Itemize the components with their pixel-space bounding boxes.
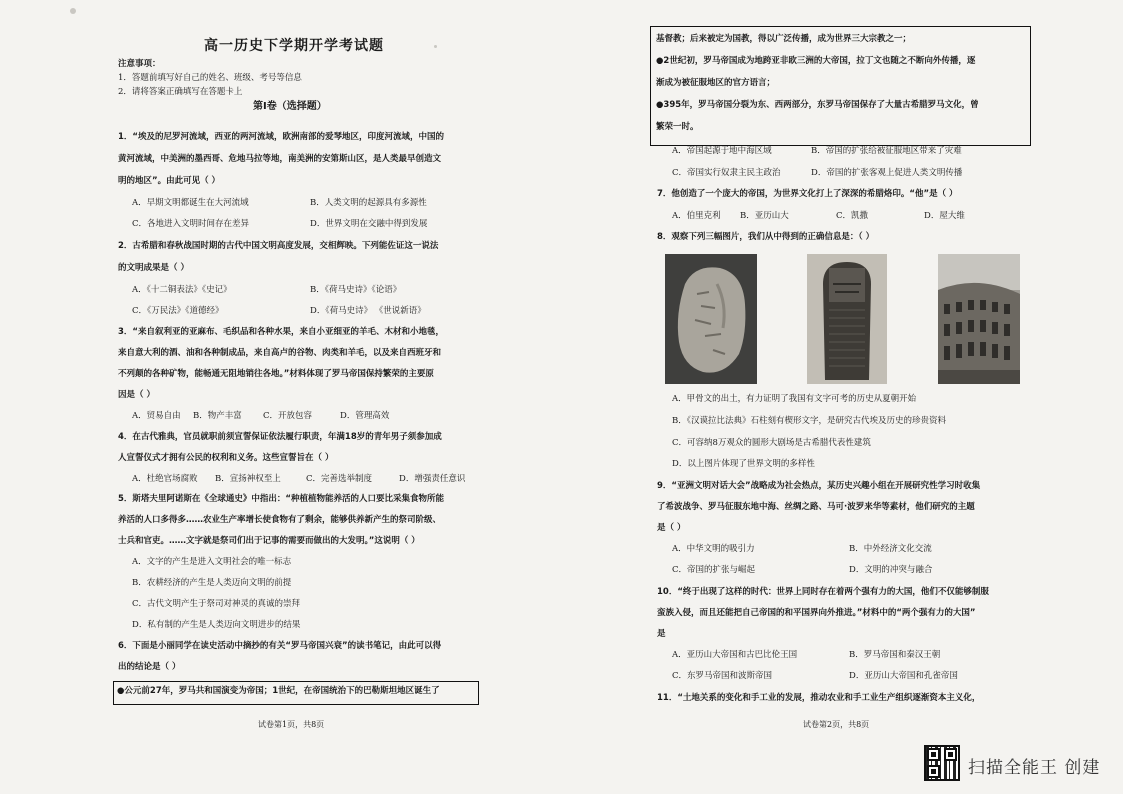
option: B．物产丰富	[193, 411, 242, 421]
question-text: 因是（ ）	[118, 390, 155, 400]
option: B．《汉谟拉比法典》石柱刻有楔形文字，是研究古代埃及历史的珍贵资料	[672, 416, 946, 426]
page-footer: 试卷第2页，共8页	[803, 720, 870, 729]
qr-code-icon	[924, 745, 960, 781]
question-text: 士兵和官吏。……文字就是祭司们出于记事的需要而做出的大发明。”这说明（ ）	[118, 536, 420, 546]
colosseum-photo	[938, 254, 1020, 384]
quote-line: ●395年，罗马帝国分裂为东、西两部分，东罗马帝国保存了大量古希腊罗马文化，曾	[656, 100, 979, 110]
quote-line: 基督教；后来被定为国教，得以广泛传播，成为世界三大宗教之一；	[656, 34, 912, 44]
question-text: 黄河流域，中美洲的墨西哥、危地马拉等地，南美洲的安第斯山区，是人类最早创造文	[118, 154, 442, 164]
question-text: 8．观察下列三幅图片，我们从中得到的正确信息是：（ ）	[657, 232, 875, 242]
question-text: 人宣誓仪式才拥有公民的权利和义务。这些宣誓旨在（ ）	[118, 453, 334, 463]
quote-line: 繁荣一时。	[656, 122, 699, 132]
option: D．屋大维	[924, 211, 965, 221]
question-text: 的文明成果是（ ）	[118, 263, 189, 273]
option: A．《十二铜表法》《史记》	[132, 285, 232, 295]
option: D．帝国的扩张客观上促进人类文明传播	[811, 168, 963, 178]
question-text: 蛮族入侵，而且还能把自己帝国的和平国界向外推进。”材料中的“两个强有力的大国”	[657, 608, 976, 618]
quote-line: 渐成为被征服地区的官方语言；	[656, 78, 776, 88]
question-text: 了希波战争、罗马征服东地中海、丝绸之路、马可·波罗来华等素材，他们研究的主题	[657, 502, 975, 512]
scanner-brand: 扫描全能王 创建	[968, 758, 1101, 778]
option: B．宣扬神权至上	[215, 474, 281, 484]
option: B．《荷马史诗》《论语》	[310, 285, 402, 295]
option: A．甲骨文的出土，有力证明了我国有文字可考的历史从夏朝开始	[672, 394, 917, 404]
option: C．凯撒	[836, 211, 869, 221]
option: A．早期文明都诞生在大河流域	[132, 198, 249, 208]
option: B．人类文明的起源具有多源性	[310, 198, 427, 208]
option: C．东罗马帝国和波斯帝国	[672, 671, 773, 681]
question-text: 7．他创造了一个庞大的帝国，为世界文化打上了深深的希腊烙印。“他”是（ ）	[657, 189, 958, 199]
option: D．文明的冲突与融合	[849, 565, 933, 575]
option: C．各地进入文明时间存在差异	[132, 219, 250, 229]
question-text: 6．下面是小丽同学在读史活动中摘抄的有关“罗马帝国兴衰”的读书笔记，由此可以得	[118, 641, 442, 651]
option: C．可容纳8万观众的圆形大剧场是古希腊代表性建筑	[672, 438, 871, 448]
question-text: 11．“土地关系的变化和手工业的发展，推动农业和手工业生产组织逐渐资本主义化，	[657, 693, 981, 703]
question-text: 4．在古代雅典，官员就职前须宣誓保证依法履行职责，年满18岁的青年男子须参加成	[118, 432, 442, 442]
question-text: 3．“来自叙利亚的亚麻布、毛织品和各种水果，来自小亚细亚的羊毛、木材和小地毯，	[118, 327, 445, 337]
option: D．世界文明在交融中得到发展	[310, 219, 428, 229]
option: C．帝国实行奴隶主民主政治	[672, 168, 781, 178]
question-text: 是	[657, 629, 666, 639]
note-line: 2．请将答案正确填写在答题卡上	[118, 87, 243, 97]
question-text: 是（ ）	[657, 523, 686, 533]
question-text: 养活的人口多得多……农业生产率增长使食物有了剩余，能够供养新产生的祭司阶级、	[118, 515, 442, 525]
option: D．《荷马史诗》 《世说新语》	[310, 306, 426, 316]
exam-title: 高一历史下学期开学考试题	[204, 38, 384, 54]
section-heading: 第Ⅰ卷（选择题）	[253, 101, 327, 112]
question-text: 不列颠的各种矿物，能畅通无阻地销往各地。”材料体现了罗马帝国保持繁荣的主要原	[118, 369, 434, 379]
option: C．完善选举制度	[306, 474, 373, 484]
option: A．帝国起源于地中海区域	[672, 146, 772, 156]
option: B．中外经济文化交流	[849, 544, 932, 554]
option: A．中华文明的吸引力	[672, 544, 755, 554]
question-text: 出的结论是（ ）	[118, 662, 181, 672]
option: A．杜绝官场腐败	[132, 474, 198, 484]
option: A．文字的产生是进入文明社会的唯一标志	[132, 557, 292, 567]
question-text: 10．“终于出现了这样的时代：世界上同时存在着两个强有力的大国，他们不仅能够制服	[657, 587, 989, 597]
option: D．亚历山大帝国和孔雀帝国	[849, 671, 958, 681]
option: B．罗马帝国和秦汉王朝	[849, 650, 941, 660]
quote-line: ●2世纪初，罗马帝国成为地跨亚非欧三洲的大帝国，拉丁文也随之不断向外传播，逐	[656, 56, 976, 66]
question-text: 9．“亚洲文明对话大会”战略成为社会热点，某历史兴趣小组在开展研究性学习时收集	[657, 481, 981, 491]
scan-speck	[70, 8, 76, 14]
option: C．帝国的扩张与崛起	[672, 565, 756, 575]
hammurabi-stele-photo	[807, 254, 887, 384]
quote-line: ●公元前27年，罗马共和国演变为帝国；1世纪，在帝国统治下的巴勒斯坦地区诞生了	[117, 686, 440, 696]
question-text: 来自意大利的酒、油和各种制成品，来自高卢的谷物、肉类和羊毛，以及来自西班牙和	[118, 348, 442, 358]
page-footer: 试卷第1页，共8页	[258, 720, 325, 729]
oracle-bone-photo	[665, 254, 757, 384]
question-text: 2．古希腊和春秋战国时期的古代中国文明高度发展，交相辉映。下列能佐证这一说法	[118, 241, 439, 251]
option: D．以上图片体现了世界文明的多样性	[672, 459, 815, 469]
option: A．伯里克利	[672, 211, 721, 221]
note-line: 1．答题前填写好自己的姓名、班级、考号等信息	[118, 73, 302, 83]
question-text: 1．“埃及的尼罗河流域，西亚的两河流域，欧洲南部的爱琴地区，印度河流域，中国的	[118, 132, 445, 142]
option: C．古代文明产生于祭司对神灵的真诚的崇拜	[132, 599, 301, 609]
option: A．亚历山大帝国和古巴比伦王国	[672, 650, 798, 660]
question-text: 明的地区”。由此可见（ ）	[118, 176, 221, 186]
option: C．开放包容	[263, 411, 313, 421]
option: B．帝国的扩张给被征服地区带来了灾难	[811, 146, 962, 156]
option: A．贸易自由	[132, 411, 181, 421]
option: D．管理高效	[340, 411, 390, 421]
option: D．增强责任意识	[399, 474, 466, 484]
option: D．私有制的产生是人类迈向文明进步的结果	[132, 620, 301, 630]
option: B．农耕经济的产生是人类迈向文明的前提	[132, 578, 292, 588]
question-text: 5．斯塔夫里阿诺斯在《全球通史》中指出：“种植植物能养活的人口要比采集食物所能	[118, 494, 445, 504]
option: C．《万民法》《道德经》	[132, 306, 224, 316]
notes-header: 注意事项：	[118, 59, 161, 69]
option: B．亚历山大	[740, 211, 789, 221]
